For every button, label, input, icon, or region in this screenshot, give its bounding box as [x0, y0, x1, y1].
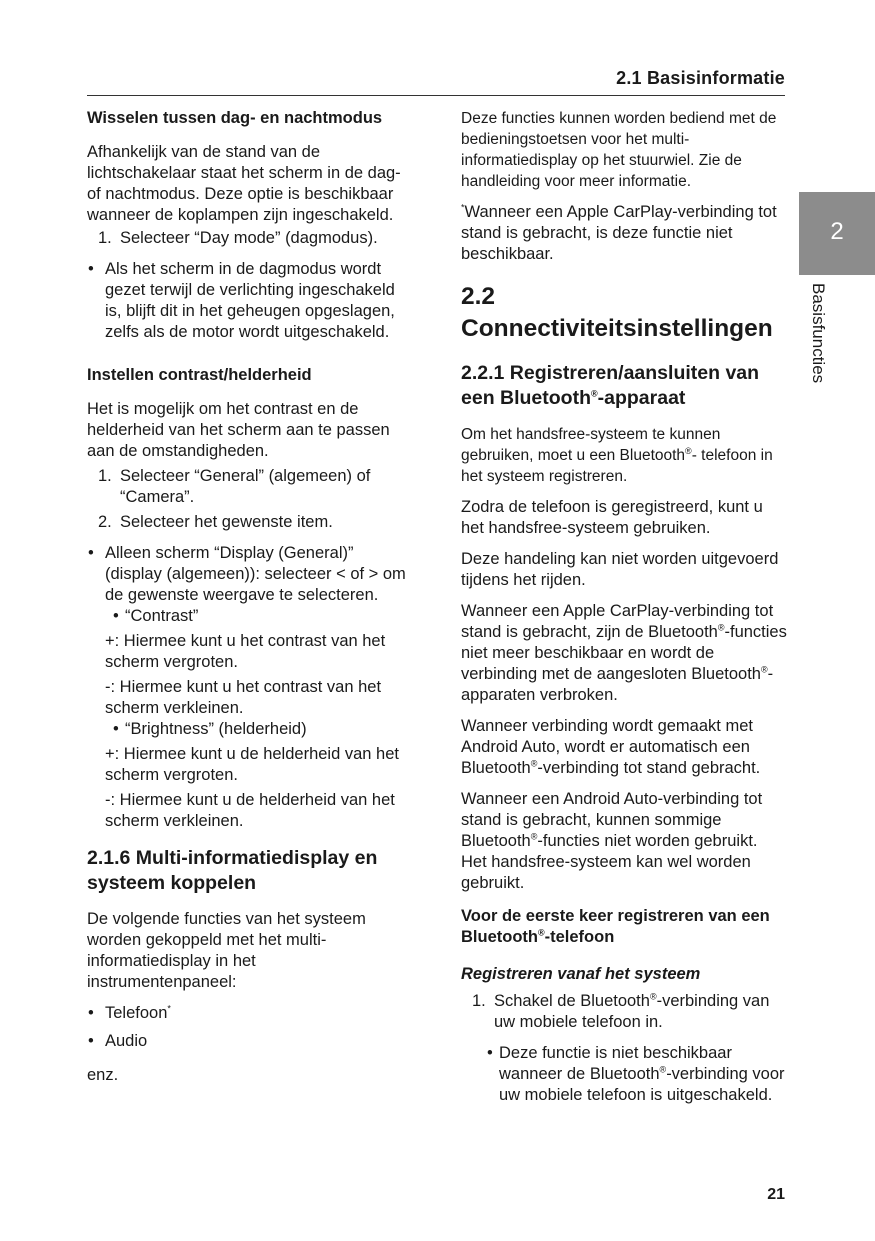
registered-mark: ®: [591, 388, 598, 399]
chapter-tab: [799, 192, 875, 275]
text-run: -verbinding tot stand gebracht.: [537, 759, 761, 777]
registered-mark: ®: [537, 927, 545, 938]
linked-item-audio: [87, 1031, 409, 1052]
registered-mark: ®: [659, 1064, 667, 1075]
text-run: Deze functie is niet beschikbaar wanneer de Bluetooth: [499, 1044, 732, 1083]
functions-note: Deze functies kunnen worden bediend met de bedieningstoetsen voor het multi-informatiedisplay op het stuurwiel. Zie de handleiding voor meer informatie.: [461, 110, 777, 190]
running-header-title: 2.1 Basisinformatie: [616, 68, 785, 88]
contrast-bullet: [87, 543, 409, 606]
bullet-text: Alleen scherm “Display (General)” (display (algemeen)): selecteer < of > om de gewenste weergave te selecteren.: [105, 544, 406, 604]
step-number: 2.: [98, 513, 112, 531]
driving-restriction: Deze handeling kan niet worden uitgevoerd tijdens het rijden.: [461, 550, 779, 589]
bullet-icon: •: [88, 1004, 94, 1022]
register-intro: [461, 424, 787, 487]
chapter-number: 2.2: [461, 283, 496, 310]
text-run: -apparaten verbroken.: [461, 665, 774, 704]
registered-mark: ®: [530, 758, 538, 769]
bullet-icon: •: [487, 1044, 493, 1062]
text-run: -telefoon: [544, 928, 615, 946]
chapter-2-2-heading: [461, 281, 787, 345]
linked-item-text: Telefoon: [105, 1004, 168, 1022]
left-column: [87, 108, 409, 1086]
page-number: 21: [767, 1186, 785, 1203]
register-note-bullet: [461, 1043, 787, 1106]
contrast-sub-bullet: [87, 606, 409, 627]
chapter-side-label-text: Basisfuncties: [809, 283, 828, 384]
text-run: Voor de eerste keer registreren van een Bluetooth: [461, 907, 770, 946]
section-title-suffix: -apparaat: [597, 387, 686, 409]
step-number: 1.: [98, 229, 112, 247]
step-number: 1.: [472, 992, 486, 1010]
bullet-icon: •: [113, 607, 119, 625]
chapter-tab-number: 2: [830, 218, 844, 245]
text-run: -verbinding voor uw mobiele telefoon is uitgeschakeld.: [499, 1065, 785, 1104]
text-run: -functies niet worden gebruikt. Het handsfree-systeem kan wel worden gebruikt.: [461, 832, 758, 892]
text-run: -verbinding van uw mobiele telefoon in.: [494, 992, 770, 1031]
text-run: Schakel de Bluetooth: [494, 992, 650, 1010]
brightness-sub-bullet: [87, 719, 409, 740]
registered-mark: ®: [717, 622, 725, 633]
section-2-2-1-heading: [461, 361, 787, 411]
step-text: Selecteer “General” (algemeen) of “Camera”.: [120, 467, 371, 506]
section-2-1-6-body: De volgende functies van het systeem worden gekoppeld met het multi-informatiedisplay in het instrumentenpaneel:: [87, 910, 366, 991]
bullet-icon: •: [88, 260, 94, 278]
bullet-icon: •: [113, 720, 119, 738]
step-text: Selecteer “Day mode” (dagmodus).: [120, 229, 378, 247]
registered-usage: Zodra de telefoon is geregistreerd, kunt u het handsfree-systeem gebruiken.: [461, 498, 763, 537]
section-2-1-6-heading: 2.1.6 Multi-informatiedisplay en systeem koppelen: [87, 847, 378, 894]
brightness-plus: +: Hiermee kunt u de helderheid van het scherm vergroten.: [105, 745, 399, 784]
right-column: [461, 108, 787, 1106]
contrast-body: Het is mogelijk om het contrast en de helderheid van het scherm aan te passen aan de omstandigheden.: [87, 400, 390, 460]
brightness-minus: -: Hiermee kunt u de helderheid van het scherm verkleinen.: [105, 791, 395, 830]
linked-items-etc: enz.: [87, 1066, 119, 1084]
sub-bullet-text: “Brightness” (helderheid): [125, 720, 307, 738]
day-night-step-1: [87, 228, 409, 249]
carplay-footnote-text: Wanneer een Apple CarPlay-verbinding tot stand is gebracht, is deze functie niet beschikbaar.: [461, 203, 777, 263]
day-night-bullet: [87, 259, 409, 343]
register-from-system-heading: Registreren vanaf het systeem: [461, 965, 701, 983]
chapter-side-label: [798, 283, 836, 395]
linked-item-text: Audio: [105, 1032, 148, 1050]
android-auto-limits-paragraph: [461, 789, 787, 894]
contrast-step-2: [87, 512, 409, 533]
android-auto-paragraph: [461, 716, 787, 779]
contrast-minus: -: Hiermee kunt u het contrast van het scherm verkleinen.: [105, 678, 382, 717]
footnote-mark: *: [167, 1003, 171, 1014]
text-run: Wanneer een Android Auto-verbinding tot stand is gebracht, kunnen sommige Bluetooth: [461, 790, 763, 850]
contrast-plus: +: Hiermee kunt u het contrast van het scherm vergroten.: [105, 632, 386, 671]
carplay-paragraph: [461, 601, 787, 706]
chapter-title: Connectiviteitsinstellingen: [461, 315, 773, 342]
section-title-text: 2.2.1 Registreren/aansluiten van een Bluetooth: [461, 362, 760, 409]
register-step-1: [461, 991, 787, 1033]
first-registration-heading: [461, 906, 787, 948]
step-text: Selecteer het gewenste item.: [120, 513, 333, 531]
text-run: Om het handsfree-systeem te kunnen gebruiken, moet u een Bluetooth: [461, 426, 721, 464]
bullet-icon: •: [88, 1032, 94, 1050]
registered-mark: ®: [530, 831, 538, 842]
bullet-text: Als het scherm in de dagmodus wordt gezet terwijl de verlichting ingeschakeld is, blijft dit in het geheugen opgeslagen, zelfs als de motor wordt uitgeschakeld.: [105, 260, 395, 341]
contrast-step-1: [87, 466, 409, 508]
registered-mark: ®: [685, 445, 692, 456]
text-run: Wanneer een Apple CarPlay-verbinding tot stand is gebracht, zijn de Bluetooth: [461, 602, 774, 641]
text-run: - telefoon in het systeem registreren.: [461, 447, 773, 485]
carplay-footnote: [461, 202, 787, 265]
header-divider: [87, 95, 785, 96]
registered-mark: ®: [760, 664, 768, 675]
registered-mark: ®: [649, 991, 657, 1002]
text-run: -functies niet meer beschikbaar en wordt de verbinding met de aangesloten Bluetooth: [461, 623, 787, 683]
day-night-heading: Wisselen tussen dag- en nachtmodus: [87, 109, 383, 127]
contrast-heading: Instellen contrast/helderheid: [87, 366, 312, 384]
footnote-mark: *: [461, 202, 465, 213]
sub-bullet-text: “Contrast”: [125, 607, 199, 625]
linked-item-phone: [87, 1003, 409, 1024]
step-number: 1.: [98, 467, 112, 485]
text-run: Wanneer verbinding wordt gemaakt met Android Auto, wordt er automatisch een Bluetooth: [461, 717, 753, 777]
day-night-body: Afhankelijk van de stand van de lichtschakelaar staat het scherm in de dag- of nachtmodus. Deze optie is beschikbaar wanneer de koplampen zijn ingeschakeld.: [87, 143, 401, 224]
bullet-icon: •: [88, 544, 94, 562]
